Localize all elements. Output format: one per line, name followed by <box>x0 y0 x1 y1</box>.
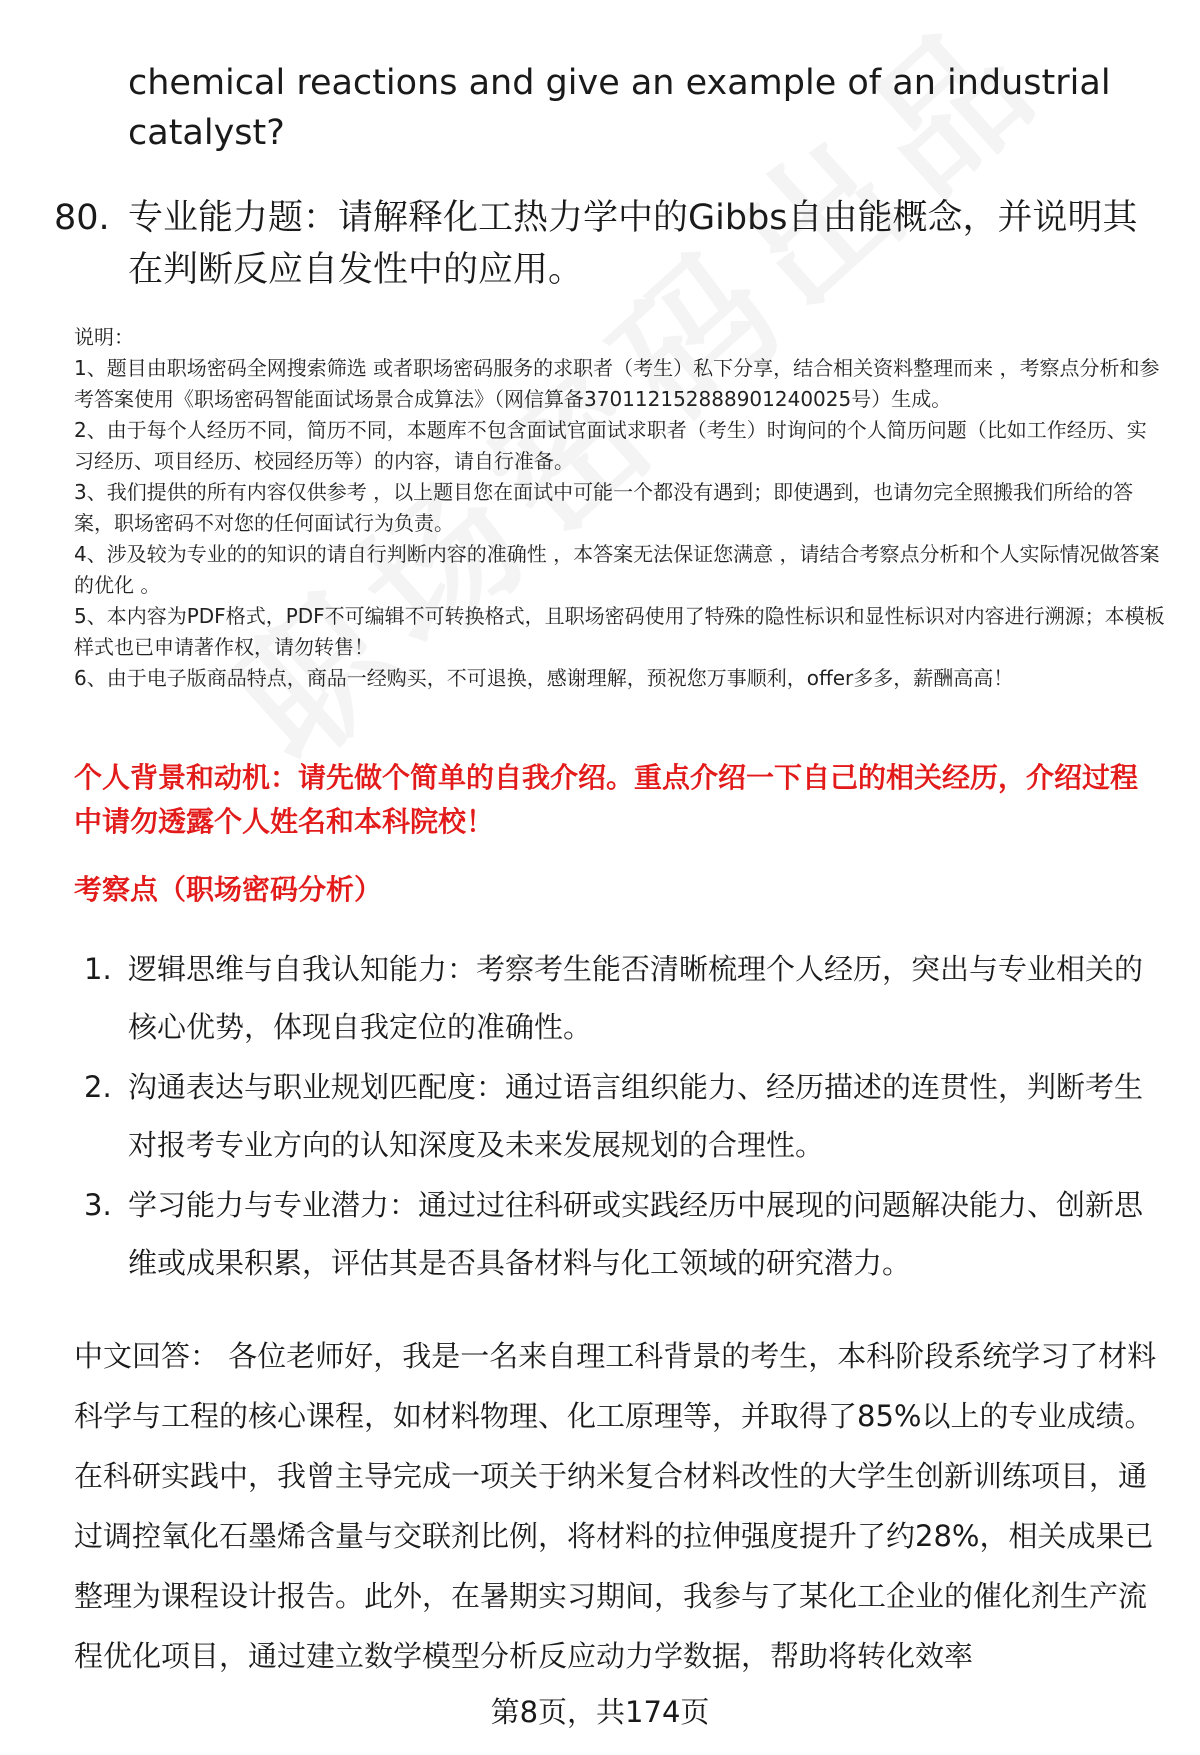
point-number: 2. <box>84 1070 112 1104</box>
analysis-points-list <box>84 940 1154 1294</box>
notes-item: 2、由于每个人经历不同，简历不同，本题库不包含面试官面试求职者（考生）时询问的个人简历问题（比如工作经历、实习经历、项目经历、校园经历等）的内容，请自行准备。 <box>74 418 1147 473</box>
notes-item: 3、我们提供的所有内容仅供参考 ，以上题目您在面试中可能一个都没有遇到；即使遇到，也请勿完全照搬我们所给的答案，职场密码不对您的任何面试行为负责。 <box>74 480 1134 535</box>
notes-item: 4、涉及较为专业的的知识的请自行判断内容的准确性 ，本答案无法保证您满意 ，请结合考察点分析和个人实际情况做答案的优化 。 <box>74 542 1160 597</box>
analysis-point <box>84 1058 1154 1174</box>
point-text: 逻辑思维与自我认知能力：考察考生能否清晰梳理个人经历，突出与专业相关的核心优势，体现自我定位的准确性。 <box>128 952 1144 1044</box>
interview-question-heading: 个人背景和动机：请先做个简单的自我介绍。重点介绍一下自己的相关经历，介绍过程中请勿透露个人姓名和本科院校！ <box>74 761 1139 838</box>
notes-title: 说明： <box>74 325 134 349</box>
disclaimer-notes <box>74 322 1166 694</box>
question-text: 专业能力题：请解释化工热力学中的Gibbs自由能概念，并说明其在判断反应自发性中的应用。 <box>128 198 1138 290</box>
page-footer: 第8页，共174页 <box>490 1695 710 1729</box>
question-number: 80. <box>54 198 110 238</box>
notes-item: 1、题目由职场密码全网搜索筛选 或者职场密码服务的求职者（考生）私下分享，结合相关资料整理而来 ，考察点分析和参考答案使用《职场密码智能面试场景合成算法》（网信算备370112152888901240025号）生成。 <box>74 356 1160 411</box>
analysis-heading: 考察点（职场密码分析） <box>74 873 383 906</box>
analysis-point <box>84 940 1154 1056</box>
notes-item: 5、本内容为PDF格式，PDF不可编辑不可转换格式，且职场密码使用了特殊的隐性标识和显性标识对内容进行溯源；本模板样式也已申请著作权，请勿转售！ <box>74 604 1165 659</box>
chinese-answer: 中文回答： 各位老师好，我是一名来自理工科背景的考生，本科阶段系统学习了材料科学与工程的核心课程，如材料物理、化工原理等，并取得了85%以上的专业成绩。在科研实践中，我曾主导完成一项关于纳米复合材料改性的大学生创新训练项目，通过调控氧化石墨烯含量与交联剂比例，将材料的拉伸强度提升了约28%，相关成果已整理为课程设计报告。此外，在暑期实习期间，我参与了某化工企业的催化剂生产流程优化项目，通过建立数学模型分析反应动力学数据，帮助将转化效率 <box>74 1339 1157 1673</box>
notes-item: 6、由于电子版商品特点，商品一经购买，不可退换，感谢理解，预祝您万事顺利，offer多多，薪酬高高！ <box>74 666 1014 690</box>
question-80 <box>54 192 1154 296</box>
previous-question-continuation: chemical reactions and give an example of an industrial catalyst? <box>128 63 1111 153</box>
point-number: 3. <box>84 1188 112 1222</box>
point-text: 学习能力与专业潜力：通过过往科研或实践经历中展现的问题解决能力、创新思维或成果积累，评估其是否具备材料与化工领域的研究潜力。 <box>128 1188 1144 1280</box>
analysis-point <box>84 1176 1154 1292</box>
point-text: 沟通表达与职业规划匹配度：通过语言组织能力、经历描述的连贯性，判断考生对报考专业方向的认知深度及未来发展规划的合理性。 <box>128 1070 1144 1162</box>
point-number: 1. <box>84 952 112 986</box>
